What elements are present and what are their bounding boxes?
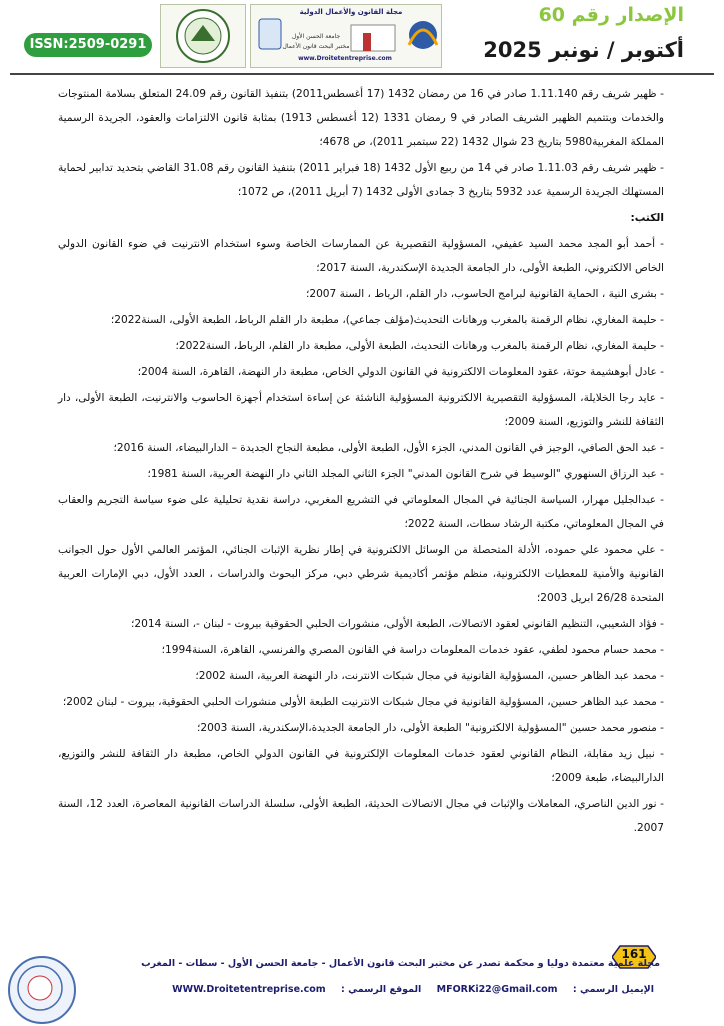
reference-item: - عبد الرزاق السنهوري "الوسيط في شرح القانون المدني" الجزء الثاني المجلد الثاني دار النهضة العربية، السنة 1981؛: [58, 462, 664, 486]
page-header: [0, 0, 724, 72]
journal-logo: [250, 4, 442, 68]
reference-item: - محمد حسام محمود لطفي، عقود خدمات المعلومات دراسة في القانون المصري والفرنسي، القاهرة، السنة1994؛: [58, 638, 664, 662]
email-label: الإيميل الرسمي :: [572, 984, 654, 995]
lab-seal-icon: [161, 5, 245, 67]
reference-item: - محمد عبد الظاهر حسين، المسؤولية القانونية في مجال شبكات الانترنيت الطبعة الأولى منشورات الحلبي الحقوقية، بيروت - لبنان 2002؛: [58, 690, 664, 714]
references-list: [58, 82, 664, 932]
reference-item: - ظهير شريف رقم 1.11.03 صادر في 14 من ربيع الأول 1432 (18 فبراير 2011) بتنفيذ القانون رقم 31.08 القاضي بتحديد تدابير لحماية المستهلك الجريدة الرسمية عدد 5932 بتاريخ 3 جمادى الأولى 1432 (7 أبريل 2011)، ص 1072؛: [58, 156, 664, 204]
email-link[interactable]: MFORKi22@Gmail.com: [436, 984, 558, 995]
reference-item: - عبدالجليل مهرار، السياسة الجنائية في المجال المعلوماتي في التشريع المغربي، دراسة نقدية تحليلية على ضوء سياسة التجريم والعقاب في المجال المعلوماتي، مكتبة الرشاد سطات، السنة 2022؛: [58, 488, 664, 536]
journal-logo-lab: مختبر البحث قانون الأعمال: [282, 43, 350, 50]
reference-item: - محمد عبد الظاهر حسين، المسؤولية القانونية في مجال شبكات الانترنت، دار النهضة العربية، السنة 2002؛: [58, 664, 664, 688]
footer-seal-icon: [8, 956, 76, 1024]
lab-logo: [160, 4, 246, 68]
reference-item: - بشرى النية ، الحماية القانونية لبرامج الحاسوب، دار القلم، الرباط ، السنة 2007؛: [58, 282, 664, 306]
reference-item: - نبيل زيد مقابلة، النظام القانوني لعقود خدمات المعلومات الإلكترونية في القانون الدولي الخاص، مطبعة دار الثقافة للنشر والتوزيع، الدارالبيضاء، طبعة 2009؛: [58, 742, 664, 790]
reference-item: - حليمة المغاري، نظام الرقمنة بالمغرب ورهانات التحديث(مؤلف جماعي)، مطبعة دار القلم الرباط، الطبعة الأولى، السنة2022؛: [58, 308, 664, 332]
issue-date: أكتوبر / نونبر 2025: [483, 38, 684, 62]
header-divider: [10, 73, 714, 75]
site-link[interactable]: WWW.Droitetentreprise.com: [172, 984, 326, 995]
reference-item: - حليمة المغاري، نظام الرقمنة بالمغرب ورهانات التحديث، الطبعة الأولى، مطبعة دار القلم، الرباط، السنة2022؛: [58, 334, 664, 358]
journal-logo-website: www.Droitetentreprise.com: [298, 55, 392, 62]
reference-item: - أحمد أبو المجد محمد السيد عفيفي، المسؤولية التقصيرية عن الممارسات الخاصة وسوء استخدام الانترنيت في ضوء القانون الدولي الخاص الالكتروني، الطبعة الأولى، دار الجامعة الجديدة الإسكندرية، السنة 2017؛: [58, 232, 664, 280]
issue-number: الإصدار رقم 60: [538, 4, 684, 26]
reference-item: - عايد رجا الخلايلة، المسؤولية التقصيرية الالكترونية المسؤولية الناشئة عن إساءة استخدام أجهزة الحاسوب والانترنيت، الطبعة الأولى، دار الثقافة للنشر والتوزيع، السنة 2009؛: [58, 386, 664, 434]
journal-logo-title: مجلة القانون والأعمال الدولية: [299, 8, 403, 16]
page-footer: [0, 938, 724, 1024]
reference-item: - نور الدين الناصري، المعاملات والإثبات في مجال الاتصالات الحديثة، الطبعة الأولى، سلسلة الدراسات القانونية المعاصرة، العدد 12، السنة 2007.: [58, 792, 664, 840]
section-heading: الكتب:: [630, 212, 664, 224]
reference-item: - ظهير شريف رقم 1.11.140 صادر في 16 من رمضان 1432 (17 أغسطس2011) بتنفيذ القانون رقم 24.09 المتعلق بسلامة المنتوجات والخدمات وبتتميم الظهير الشريف الصادر في 9 رمضان 1331 (12 أغسطس 1913) بمثابة قانون الالتزامات والعقود، الجريدة الرسمية المملكة المغربية5980 بتاريخ 23 شوال 1432 (22 سبتمبر 2011)، ص 4678؛: [58, 82, 664, 154]
issn-badge: ISSN:2509-0291: [24, 33, 152, 57]
reference-item: - عبد الحق الصافي، الوجيز في القانون المدني، الجزء الأول، الطبعة الأولى، مطبعة النجاح الجديدة – الدارالبيضاء، السنة 2016؛: [58, 436, 664, 460]
footer-contact: [100, 984, 660, 995]
footer-description: مجلة علمية معتمدة دوليا و محكمة تصدر عن مختبر البحث قانون الأعمال - جامعة الحسن الأول - سطات - المغرب: [141, 958, 660, 969]
journal-logo-university: جامعة الحسن الأول: [291, 33, 341, 40]
site-label: الموقع الرسمي :: [340, 984, 422, 995]
reference-item: - فؤاد الشعيبي، التنظيم القانوني لعقود الاتصالات، الطبعة الأولى، منشورات الحلبي الحقوقية بيروت - لبنان -، السنة 2014؛: [58, 612, 664, 636]
reference-item: - علي محمود علي حموده، الأدلة المتحصلة من الوسائل الالكترونية في إطار نظرية الإثبات الجنائي، المؤتمر العالمي الأول حول الجوانب القانونية والأمنية للمعطيات الالكترونية، منظم مؤتمر أكاديمية شرطي دبي، مركز البحوث والدراسات ، العدد الأول، دبي الإمارات العربية المتحدة 26/28 ابريل 2003؛: [58, 538, 664, 610]
reference-item: - منصور محمد حسين "المسؤولية الالكترونية" الطبعة الأولى، دار الجامعة الجديدة،الإسكندرية، السنة 2003؛: [58, 716, 664, 740]
page-number: 161: [621, 947, 647, 961]
reference-item: - عادل أبوهشيمة حوتة، عقود المعلومات الالكترونية في القانون الدولي الخاص، مطبعة دار النهضة، القاهرة، السنة 2004؛: [58, 360, 664, 384]
